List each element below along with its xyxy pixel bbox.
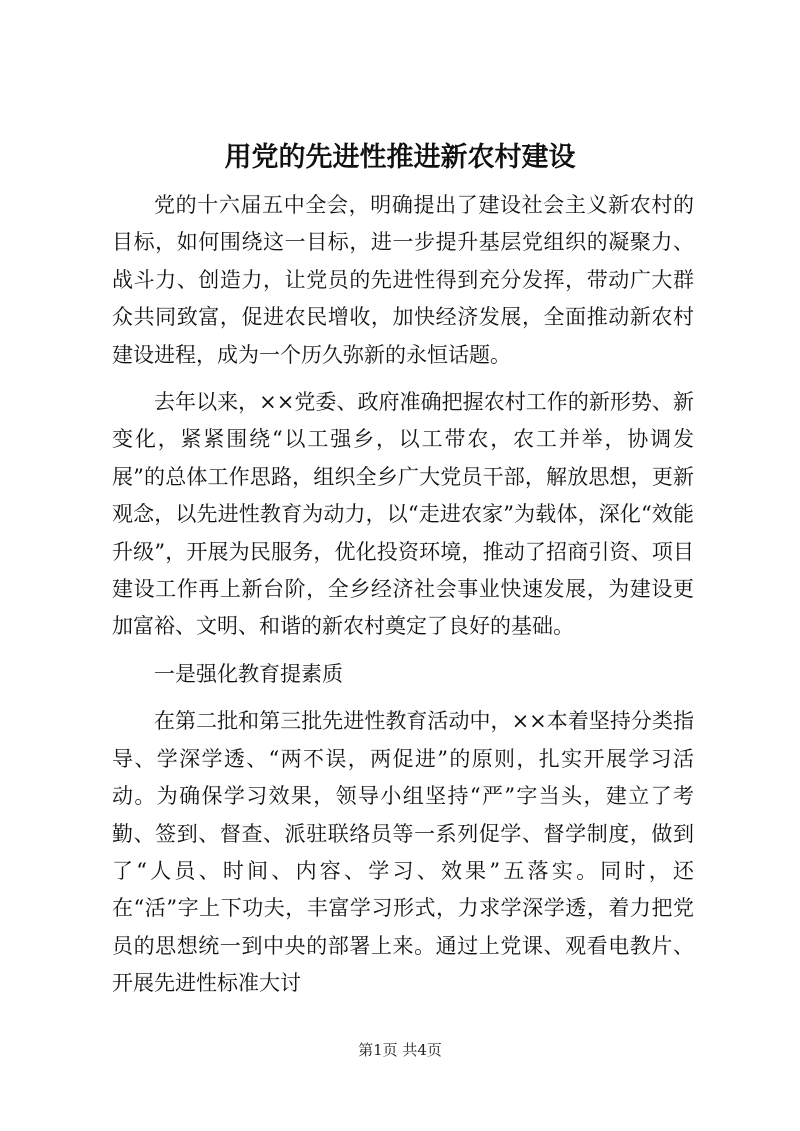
section-heading: 一是强化教育提素质	[154, 661, 343, 686]
paragraph-intro: 党的十六届五中全会，明确提出了建设社会主义新农村的目标，如何围绕这一目标，进一步提升基层党组织的凝聚力、战斗力、创造力，让党员的先进性得到充分发挥，带动广大群众共同致富，促进农民增收，加快经济发展，全面推动新农村建设进程，成为一个历久弥新的永恒话题。	[112, 193, 694, 367]
paragraph-background: 去年以来，××党委、政府准确把握农村工作的新形势、新变化，紧紧围绕“以工强乡，以工带农，农工并举，协调发展”的总体工作思路，组织全乡广大党员干部，解放思想，更新观念，以先进性教育为动力，以“走进农家”为载体，深化“效能升级”，开展为民服务，优化投资环境，推动了招商引资、项目建设工作再上新台阶，全乡经济社会事业快速发展，为建设更加富裕、文明、和谐的新农村奠定了良好的基础。	[112, 390, 694, 639]
paragraph-education: 在第二批和第三批先进性教育活动中，××本着坚持分类指导、学深学透、“两不误，两促进”的原则，扎实开展学习活动。为确保学习效果，领导小组坚持“严”字当头，建立了考勤、签到、督查、派驻联络员等一系列促学、督学制度，做到了“人员、时间、内容、学习、效果”五落实。同时，还在“活”字上下功夫，丰富学习形式，力求学深学透，着力把党员的思想统一到中央的部署上来。通过上党课、观看电教片、开展先进性标准大讨	[112, 709, 694, 996]
page-footer: 第1页 共4页	[358, 1041, 442, 1059]
document-title: 用党的先进性推进新农村建设	[224, 142, 576, 173]
document-body	[112, 187, 694, 1003]
